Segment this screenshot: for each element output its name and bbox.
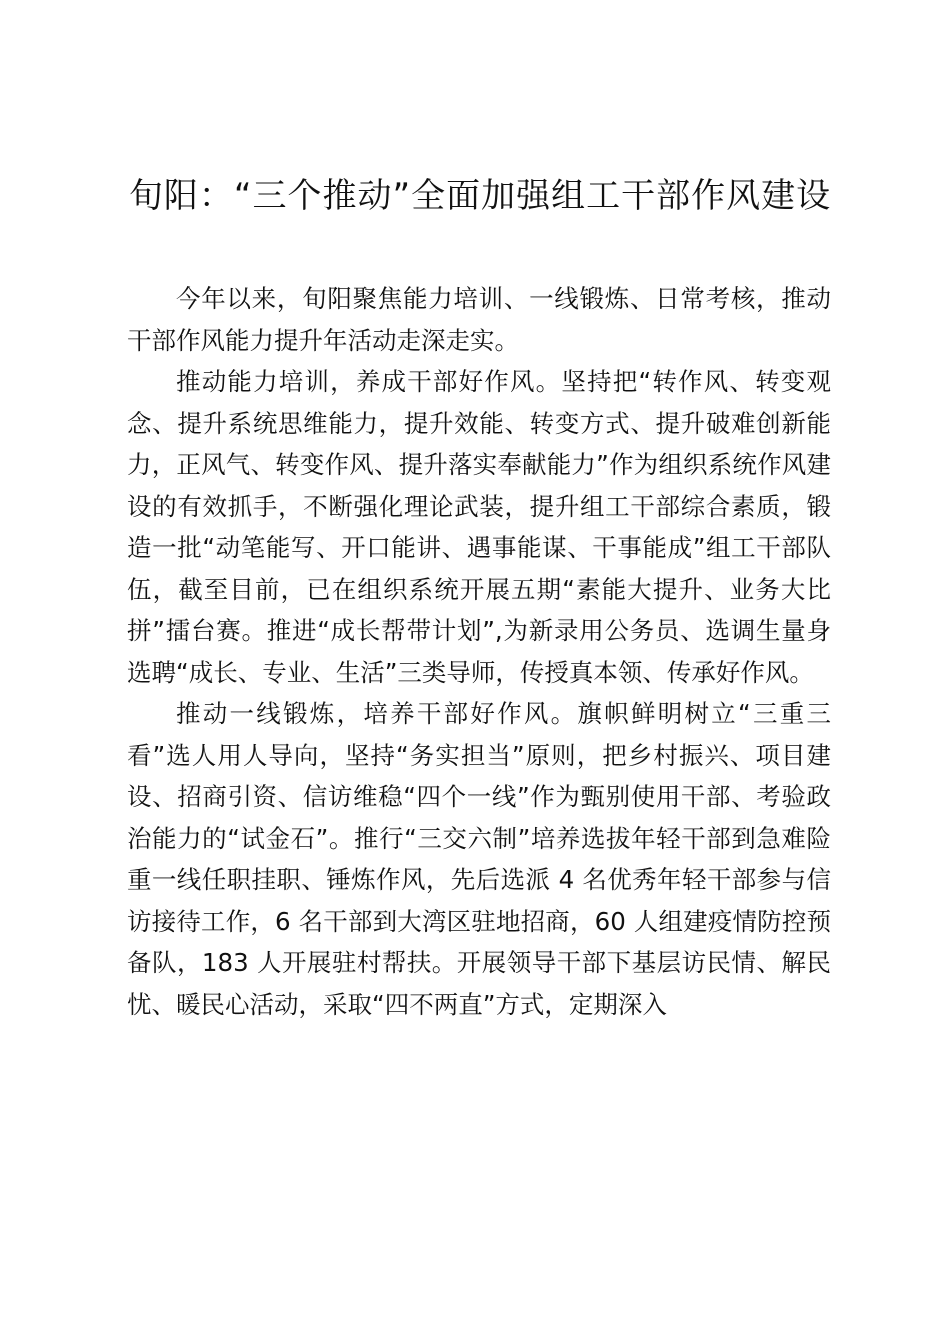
document-title: 旬阳：“三个推动”全面加强组工干部作风建设 [128, 176, 832, 216]
training-paragraph: 推动能力培训，养成干部好作风。坚持把“转作风、转变观念、提升系统思维能力，提升效能、转变方式、提升破难创新能力，正风气、转变作风、提升落实奉献能力”作为组织系统作风建设的有效抓手，不断强化理论武装，提升组工干部综合素质，锻造一批“动笔能写、开口能讲、遇事能谋、干事能成”组工干部队伍，截至目前，已在组织系统开展五期“素能大提升、业务大比拼”擂台赛。推进“成长帮带计划”,为新录用公务员、选调生量身选聘“成长、专业、生活”三类导师，传授真本领、传承好作风。 [127, 367, 831, 687]
document-body [127, 278, 831, 1025]
frontline-paragraph: 推动一线锻炼，培养干部好作风。旗帜鲜明树立“三重三看”选人用人导向，坚持“务实担当”原则，把乡村振兴、项目建设、招商引资、信访维稳“四个一线”作为甄别使用干部、考验政治能力的“试金石”。推行“三交六制”培养选拔年轻干部到急难险重一线任职挂职、锤炼作风，先后选派 4 名优秀年轻干部参与信访接待工作，6 名干部到大湾区驻地招商，60 人组建疫情防控预备队，183 人开展驻村帮扶。开展领导干部下基层访民情、解民忧、暖民心活动，采取“四不两直”方式，定期深入 [127, 699, 831, 1019]
intro-paragraph: 今年以来，旬阳聚焦能力培训、一线锻炼、日常考核，推动干部作风能力提升年活动走深走实。 [127, 284, 831, 355]
